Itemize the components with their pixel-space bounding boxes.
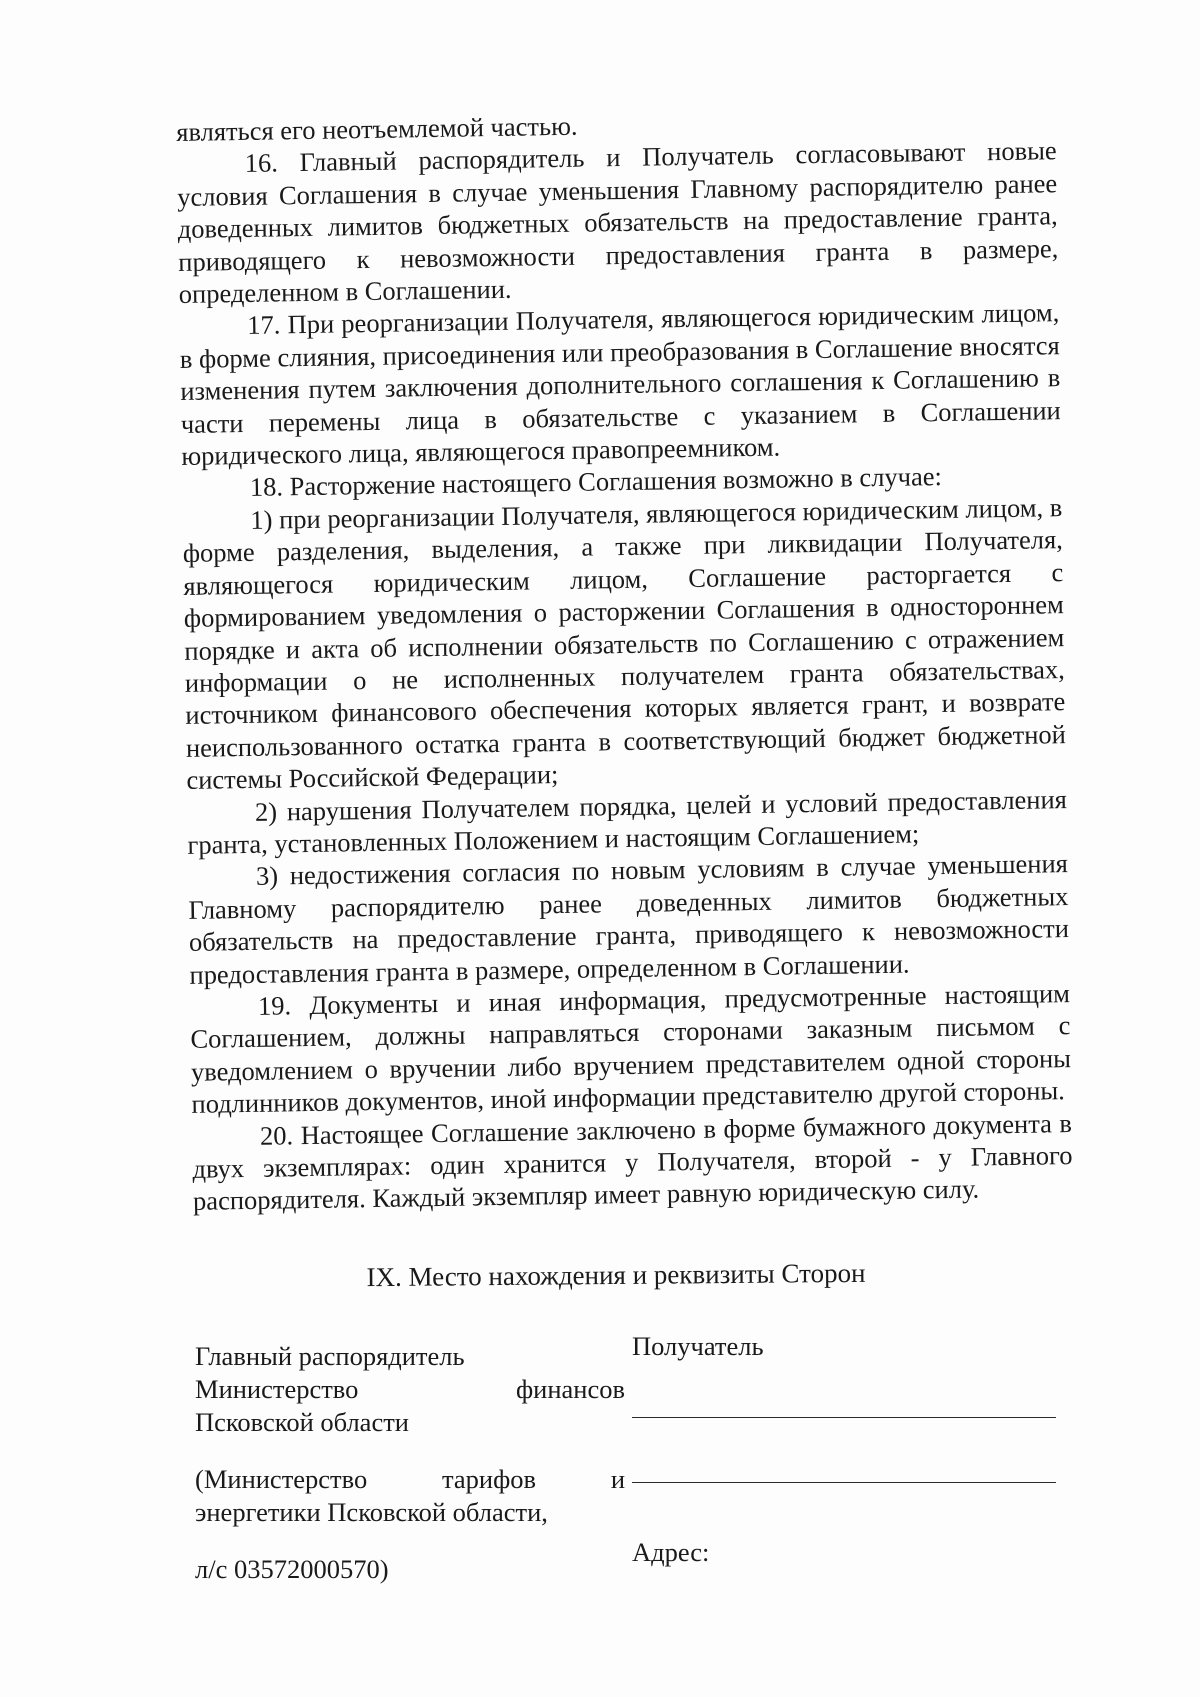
- paragraph-18-item-3: 3) недостижения согласия по новым условиям в случае уменьшения Главному распорядителю ранее доведенных лимитов бюджетных обязательств на предоставление гранта, приводящего к невозможности предоставления гранта в размере, определенном в Соглашении.: [188, 848, 1070, 990]
- main-distributor-label: Главный распорядитель: [195, 1341, 465, 1371]
- paragraph-18: 18. Расторжение настоящего Соглашения возможно в случае:: [249, 461, 943, 503]
- paragraph-19: 19. Документы и иная информация, предусмотренные настоящим Соглашением, должны направляться сторонами заказным письмом с уведомлением о вручении либо вручением представителем одной стороны подлинников документов, иной информации представителю другой стороны.: [190, 978, 1072, 1120]
- ministry-line: [195, 1373, 625, 1406]
- ministry-word: Министерство: [195, 1374, 359, 1404]
- finance-word: финансов: [515, 1374, 625, 1404]
- section-title: IX. Место нахождения и реквизиты Сторон: [366, 1257, 866, 1293]
- paragraph-18-item-1: 1) при реорганизации Получателя, являющегося юридическим лицом, в форме разделения, выделения, а также при ликвидации Получателя, являющегося юридическим лицом, Соглашение расторгается с формированием уведомления о расторжении Соглашения в одностороннем порядке и акта об исполнении обязательств по Соглашению с отражением информации о не исполненных получателем гранта обязательствах, источником финансового обеспечения которых является грант, и возврате неиспользованного остатка гранта в соответствующий бюджет бюджетной системы Российской Федерации;: [182, 492, 1067, 796]
- agreement-body: [176, 102, 1073, 1217]
- energy-line: энергетики Псковской области,: [195, 1497, 548, 1527]
- recipient-name-line-2: [632, 1482, 1056, 1483]
- paragraph-16: 16. Главный распорядитель и Получатель согласовывают новые условия Соглашения в случае уменьшения Главному распорядителю ранее доведенных лимитов бюджетных обязательств на предоставление гранта, приводящего к невозможности предоставления гранта в размере, определенном в Соглашении.: [177, 135, 1059, 310]
- tariff-ministry-word: (Министерство: [195, 1464, 368, 1494]
- recipient-name-line: [632, 1417, 1056, 1418]
- paragraph-18-item-2: 2) нарушения Получателем порядка, целей и условий предоставления гранта, установленных Положением и настоящим Соглашением;: [187, 783, 1068, 860]
- tariff-ministry-line: [195, 1463, 625, 1496]
- recipient-requisites: [632, 1330, 1062, 1483]
- tariff-word: тарифов: [442, 1464, 537, 1494]
- spacer: [195, 1529, 625, 1553]
- paragraph-17: 17. При реорганизации Получателя, являющегося юридическим лицом, в форме слияния, присоединения или преобразования в Соглашение вносятся изменения путем заключения дополнительного соглашения к Соглашению в части перемены лица в обязательстве с указанием в Соглашении юридического лица, являющегося правопреемником.: [179, 297, 1061, 472]
- paragraph-continuation: являться его неотъемлемой частью.: [176, 110, 578, 147]
- region-line: Псковской области: [195, 1407, 409, 1437]
- spacer: [195, 1439, 625, 1463]
- paragraph-20: 20. Настоящее Соглашение заключено в форме бумажного документа в двух экземплярах: один хранится у Получателя, второй - у Главного распорядителя. Каждый экземпляр имеет равную юридическую силу.: [192, 1107, 1073, 1217]
- address-label: Адрес:: [632, 1537, 710, 1567]
- main-distributor-requisites: [195, 1340, 625, 1586]
- account-line: л/с 03572000570): [195, 1554, 389, 1584]
- and-word: и: [610, 1464, 625, 1494]
- recipient-label: Получатель: [632, 1331, 764, 1361]
